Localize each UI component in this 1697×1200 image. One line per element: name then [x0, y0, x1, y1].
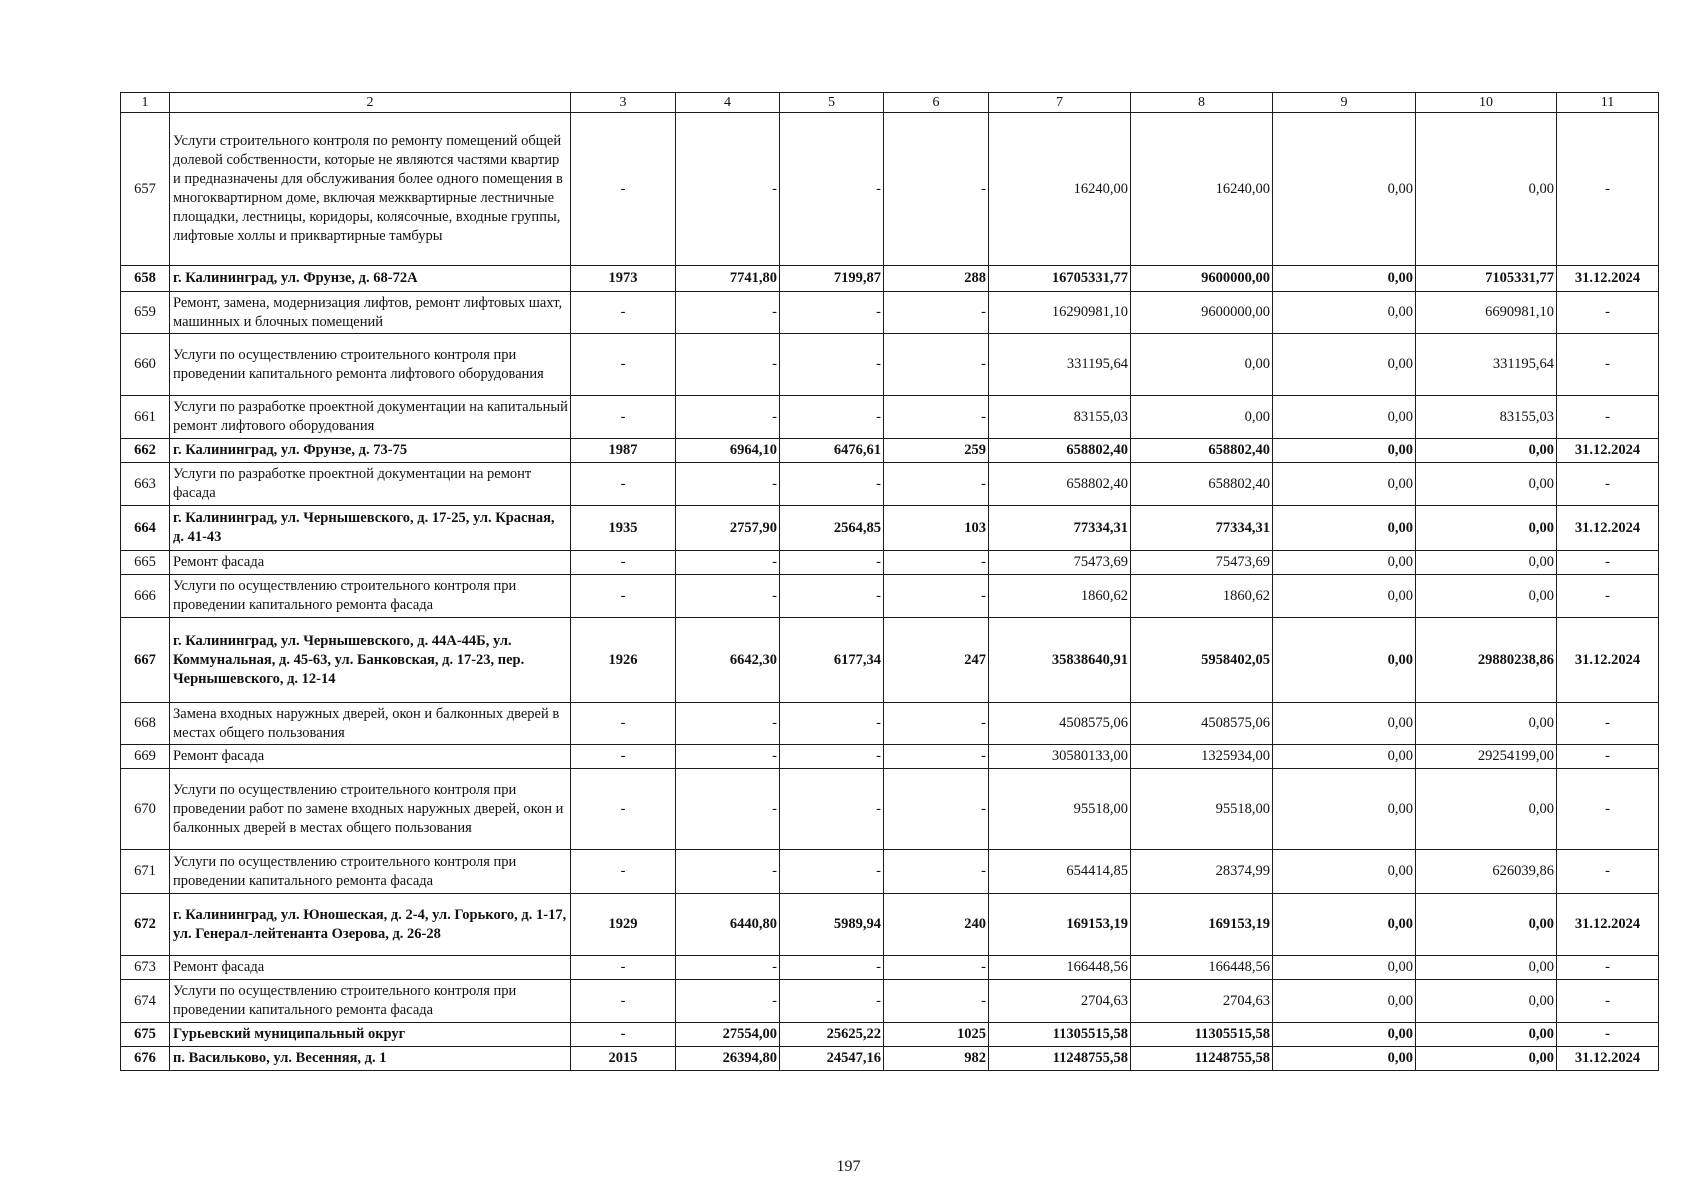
- row-number-cell: 667: [121, 618, 170, 703]
- table-row: [121, 1047, 1659, 1071]
- total-area-cell: 6964,10: [676, 439, 780, 463]
- header-cell: 3: [571, 93, 676, 113]
- deadline-cell: -: [1557, 551, 1659, 575]
- total-cost-cell: 169153,19: [989, 894, 1131, 956]
- year-cell: -: [571, 956, 676, 980]
- total-area-cell: -: [676, 575, 780, 618]
- object-name-cell: Замена входных наружных дверей, окон и балконных дверей в местах общего пользования: [170, 703, 571, 745]
- object-name-cell: Ремонт фасада: [170, 956, 571, 980]
- header-cell: 5: [780, 93, 884, 113]
- row-number-cell: 675: [121, 1023, 170, 1047]
- row-number-cell: 674: [121, 980, 170, 1023]
- total-area-cell: 7741,80: [676, 266, 780, 292]
- row-number-cell: 664: [121, 506, 170, 551]
- budget-cost-cell: 0,00: [1273, 439, 1416, 463]
- owner-cost-cell: 29254199,00: [1416, 745, 1557, 769]
- year-cell: -: [571, 334, 676, 396]
- table-row: [121, 292, 1659, 334]
- living-area-cell: 6476,61: [780, 439, 884, 463]
- total-area-cell: -: [676, 113, 780, 266]
- deadline-cell: 31.12.2024: [1557, 266, 1659, 292]
- living-area-cell: 25625,22: [780, 1023, 884, 1047]
- header-cell: 10: [1416, 93, 1557, 113]
- year-cell: -: [571, 980, 676, 1023]
- fund-cost-cell: 9600000,00: [1131, 266, 1273, 292]
- year-cell: -: [571, 575, 676, 618]
- deadline-cell: 31.12.2024: [1557, 894, 1659, 956]
- row-number-cell: 661: [121, 396, 170, 439]
- living-area-cell: -: [780, 292, 884, 334]
- row-number-cell: 659: [121, 292, 170, 334]
- total-area-cell: -: [676, 334, 780, 396]
- owner-cost-cell: 626039,86: [1416, 850, 1557, 894]
- budget-cost-cell: 0,00: [1273, 703, 1416, 745]
- deadline-cell: -: [1557, 292, 1659, 334]
- deadline-cell: -: [1557, 396, 1659, 439]
- residents-cell: -: [884, 850, 989, 894]
- total-area-cell: -: [676, 745, 780, 769]
- total-area-cell: -: [676, 980, 780, 1023]
- table-row: [121, 850, 1659, 894]
- table-row: [121, 703, 1659, 745]
- deadline-cell: -: [1557, 1023, 1659, 1047]
- deadline-cell: -: [1557, 463, 1659, 506]
- total-cost-cell: 11305515,58: [989, 1023, 1131, 1047]
- year-cell: 2015: [571, 1047, 676, 1071]
- living-area-cell: 7199,87: [780, 266, 884, 292]
- row-number-cell: 676: [121, 1047, 170, 1071]
- residents-cell: -: [884, 956, 989, 980]
- owner-cost-cell: 0,00: [1416, 551, 1557, 575]
- page-number: 197: [836, 1158, 861, 1175]
- residents-cell: 259: [884, 439, 989, 463]
- header-cell: 2: [170, 93, 571, 113]
- residents-cell: -: [884, 769, 989, 850]
- object-name-cell: г. Калининград, ул. Юношеская, д. 2-4, ул. Горького, д. 1-17, ул. Генерал-лейтенанта Озерова, д. 26-28: [170, 894, 571, 956]
- total-area-cell: -: [676, 292, 780, 334]
- living-area-cell: -: [780, 703, 884, 745]
- total-area-cell: 6440,80: [676, 894, 780, 956]
- deadline-cell: -: [1557, 769, 1659, 850]
- residents-cell: 103: [884, 506, 989, 551]
- living-area-cell: -: [780, 850, 884, 894]
- row-number-cell: 660: [121, 334, 170, 396]
- residents-cell: -: [884, 463, 989, 506]
- year-cell: -: [571, 745, 676, 769]
- deadline-cell: 31.12.2024: [1557, 1047, 1659, 1071]
- total-area-cell: -: [676, 703, 780, 745]
- owner-cost-cell: 6690981,10: [1416, 292, 1557, 334]
- budget-cost-cell: 0,00: [1273, 575, 1416, 618]
- owner-cost-cell: 0,00: [1416, 463, 1557, 506]
- fund-cost-cell: 0,00: [1131, 334, 1273, 396]
- residents-cell: -: [884, 575, 989, 618]
- owner-cost-cell: 83155,03: [1416, 396, 1557, 439]
- living-area-cell: -: [780, 551, 884, 575]
- total-area-cell: -: [676, 956, 780, 980]
- object-name-cell: Услуги по разработке проектной документации на капитальный ремонт лифтового оборудования: [170, 396, 571, 439]
- object-name-cell: Услуги по осуществлению строительного контроля при проведении капитального ремонта лифтового оборудования: [170, 334, 571, 396]
- total-cost-cell: 83155,03: [989, 396, 1131, 439]
- living-area-cell: -: [780, 575, 884, 618]
- budget-cost-cell: 0,00: [1273, 506, 1416, 551]
- living-area-cell: -: [780, 334, 884, 396]
- year-cell: -: [571, 1023, 676, 1047]
- fund-cost-cell: 9600000,00: [1131, 292, 1273, 334]
- table-row: [121, 113, 1659, 266]
- residents-cell: -: [884, 334, 989, 396]
- residents-cell: -: [884, 113, 989, 266]
- residents-cell: -: [884, 745, 989, 769]
- budget-cost-cell: 0,00: [1273, 980, 1416, 1023]
- fund-cost-cell: 95518,00: [1131, 769, 1273, 850]
- object-name-cell: г. Калининград, ул. Чернышевского, д. 17-25, ул. Красная, д. 41-43: [170, 506, 571, 551]
- table-row: [121, 894, 1659, 956]
- year-cell: 1926: [571, 618, 676, 703]
- object-name-cell: г. Калининград, ул. Фрунзе, д. 73-75: [170, 439, 571, 463]
- year-cell: -: [571, 113, 676, 266]
- deadline-cell: -: [1557, 980, 1659, 1023]
- total-area-cell: -: [676, 769, 780, 850]
- object-name-cell: Ремонт фасада: [170, 745, 571, 769]
- total-cost-cell: 11248755,58: [989, 1047, 1131, 1071]
- owner-cost-cell: 0,00: [1416, 769, 1557, 850]
- deadline-cell: -: [1557, 575, 1659, 618]
- fund-cost-cell: 166448,56: [1131, 956, 1273, 980]
- residents-cell: 982: [884, 1047, 989, 1071]
- header-cell: 8: [1131, 93, 1273, 113]
- owner-cost-cell: 0,00: [1416, 956, 1557, 980]
- total-cost-cell: 331195,64: [989, 334, 1131, 396]
- total-area-cell: 2757,90: [676, 506, 780, 551]
- budget-cost-cell: 0,00: [1273, 769, 1416, 850]
- total-cost-cell: 35838640,91: [989, 618, 1131, 703]
- object-name-cell: Услуги строительного контроля по ремонту помещений общей долевой собственности, которые не являются частями квартир и предназначены для обслуживания более одного помещения в многоквартирном доме, включая межквартирные лестничные площадки, лестницы, коридоры, колясочные, входные группы, лифтовые холлы и приквартирные тамбуры: [170, 113, 571, 266]
- table-row: [121, 769, 1659, 850]
- total-cost-cell: 95518,00: [989, 769, 1131, 850]
- residents-cell: 247: [884, 618, 989, 703]
- row-number-cell: 672: [121, 894, 170, 956]
- row-number-cell: 666: [121, 575, 170, 618]
- residents-cell: 1025: [884, 1023, 989, 1047]
- fund-cost-cell: 658802,40: [1131, 439, 1273, 463]
- budget-cost-cell: 0,00: [1273, 396, 1416, 439]
- table-row: [121, 334, 1659, 396]
- owner-cost-cell: 29880238,86: [1416, 618, 1557, 703]
- residents-cell: 240: [884, 894, 989, 956]
- deadline-cell: -: [1557, 334, 1659, 396]
- table-row: [121, 551, 1659, 575]
- total-cost-cell: 166448,56: [989, 956, 1131, 980]
- object-name-cell: Услуги по осуществлению строительного контроля при проведении капитального ремонта фасада: [170, 575, 571, 618]
- year-cell: -: [571, 463, 676, 506]
- header-cell: 6: [884, 93, 989, 113]
- row-number-cell: 658: [121, 266, 170, 292]
- total-cost-cell: 658802,40: [989, 439, 1131, 463]
- deadline-cell: -: [1557, 956, 1659, 980]
- capital-repair-register-table: [120, 92, 1659, 1071]
- object-name-cell: Ремонт, замена, модернизация лифтов, ремонт лифтовых шахт, машинных и блочных помещений: [170, 292, 571, 334]
- total-cost-cell: 16290981,10: [989, 292, 1131, 334]
- deadline-cell: 31.12.2024: [1557, 506, 1659, 551]
- object-name-cell: Услуги по осуществлению строительного контроля при проведении капитального ремонта фасада: [170, 850, 571, 894]
- table-row: [121, 745, 1659, 769]
- row-number-cell: 670: [121, 769, 170, 850]
- table-row: [121, 956, 1659, 980]
- owner-cost-cell: 331195,64: [1416, 334, 1557, 396]
- total-cost-cell: 4508575,06: [989, 703, 1131, 745]
- year-cell: -: [571, 292, 676, 334]
- total-area-cell: -: [676, 551, 780, 575]
- row-number-cell: 657: [121, 113, 170, 266]
- living-area-cell: 5989,94: [780, 894, 884, 956]
- table-body: [121, 93, 1659, 1071]
- header-cell: 4: [676, 93, 780, 113]
- year-cell: 1973: [571, 266, 676, 292]
- residents-cell: -: [884, 980, 989, 1023]
- fund-cost-cell: 2704,63: [1131, 980, 1273, 1023]
- row-number-cell: 668: [121, 703, 170, 745]
- budget-cost-cell: 0,00: [1273, 1023, 1416, 1047]
- budget-cost-cell: 0,00: [1273, 334, 1416, 396]
- total-area-cell: 27554,00: [676, 1023, 780, 1047]
- object-name-cell: Услуги по осуществлению строительного контроля при проведении капитального ремонта фасада: [170, 980, 571, 1023]
- object-name-cell: Гурьевский муниципальный округ: [170, 1023, 571, 1047]
- residents-cell: -: [884, 703, 989, 745]
- year-cell: -: [571, 850, 676, 894]
- row-number-cell: 665: [121, 551, 170, 575]
- deadline-cell: 31.12.2024: [1557, 439, 1659, 463]
- owner-cost-cell: 0,00: [1416, 894, 1557, 956]
- living-area-cell: -: [780, 769, 884, 850]
- owner-cost-cell: 0,00: [1416, 439, 1557, 463]
- owner-cost-cell: 0,00: [1416, 980, 1557, 1023]
- object-name-cell: Услуги по осуществлению строительного контроля при проведении работ по замене входных наружных дверей, окон и балконных дверей в местах общего пользования: [170, 769, 571, 850]
- budget-cost-cell: 0,00: [1273, 551, 1416, 575]
- fund-cost-cell: 0,00: [1131, 396, 1273, 439]
- total-area-cell: -: [676, 463, 780, 506]
- object-name-cell: Ремонт фасада: [170, 551, 571, 575]
- total-cost-cell: 2704,63: [989, 980, 1131, 1023]
- living-area-cell: -: [780, 745, 884, 769]
- table-row: [121, 266, 1659, 292]
- residents-cell: -: [884, 292, 989, 334]
- row-number-cell: 663: [121, 463, 170, 506]
- fund-cost-cell: 4508575,06: [1131, 703, 1273, 745]
- year-cell: -: [571, 703, 676, 745]
- table-row: [121, 439, 1659, 463]
- budget-cost-cell: 0,00: [1273, 292, 1416, 334]
- fund-cost-cell: 77334,31: [1131, 506, 1273, 551]
- total-cost-cell: 658802,40: [989, 463, 1131, 506]
- total-area-cell: 6642,30: [676, 618, 780, 703]
- row-number-cell: 669: [121, 745, 170, 769]
- row-number-cell: 673: [121, 956, 170, 980]
- total-cost-cell: 1860,62: [989, 575, 1131, 618]
- budget-cost-cell: 0,00: [1273, 850, 1416, 894]
- total-area-cell: 26394,80: [676, 1047, 780, 1071]
- living-area-cell: 24547,16: [780, 1047, 884, 1071]
- total-cost-cell: 75473,69: [989, 551, 1131, 575]
- total-cost-cell: 77334,31: [989, 506, 1131, 551]
- total-cost-cell: 30580133,00: [989, 745, 1131, 769]
- year-cell: -: [571, 396, 676, 439]
- table-row: [121, 575, 1659, 618]
- budget-cost-cell: 0,00: [1273, 618, 1416, 703]
- fund-cost-cell: 11305515,58: [1131, 1023, 1273, 1047]
- table-row: [121, 618, 1659, 703]
- fund-cost-cell: 169153,19: [1131, 894, 1273, 956]
- fund-cost-cell: 658802,40: [1131, 463, 1273, 506]
- deadline-cell: 31.12.2024: [1557, 618, 1659, 703]
- budget-cost-cell: 0,00: [1273, 956, 1416, 980]
- living-area-cell: -: [780, 113, 884, 266]
- owner-cost-cell: 0,00: [1416, 1023, 1557, 1047]
- row-number-cell: 662: [121, 439, 170, 463]
- header-cell: 11: [1557, 93, 1659, 113]
- object-name-cell: Услуги по разработке проектной документации на ремонт фасада: [170, 463, 571, 506]
- total-cost-cell: 16705331,77: [989, 266, 1131, 292]
- year-cell: 1929: [571, 894, 676, 956]
- residents-cell: -: [884, 551, 989, 575]
- register-table-container: [120, 92, 1659, 1071]
- owner-cost-cell: 0,00: [1416, 1047, 1557, 1071]
- total-area-cell: -: [676, 396, 780, 439]
- fund-cost-cell: 16240,00: [1131, 113, 1273, 266]
- owner-cost-cell: 0,00: [1416, 575, 1557, 618]
- budget-cost-cell: 0,00: [1273, 745, 1416, 769]
- living-area-cell: -: [780, 396, 884, 439]
- year-cell: 1935: [571, 506, 676, 551]
- object-name-cell: п. Васильково, ул. Весенняя, д. 1: [170, 1047, 571, 1071]
- living-area-cell: 2564,85: [780, 506, 884, 551]
- fund-cost-cell: 11248755,58: [1131, 1047, 1273, 1071]
- living-area-cell: -: [780, 980, 884, 1023]
- table-row: [121, 506, 1659, 551]
- living-area-cell: -: [780, 956, 884, 980]
- table-row: [121, 980, 1659, 1023]
- residents-cell: 288: [884, 266, 989, 292]
- total-area-cell: -: [676, 850, 780, 894]
- year-cell: -: [571, 551, 676, 575]
- deadline-cell: -: [1557, 703, 1659, 745]
- fund-cost-cell: 5958402,05: [1131, 618, 1273, 703]
- budget-cost-cell: 0,00: [1273, 463, 1416, 506]
- residents-cell: -: [884, 396, 989, 439]
- owner-cost-cell: 7105331,77: [1416, 266, 1557, 292]
- deadline-cell: -: [1557, 745, 1659, 769]
- living-area-cell: 6177,34: [780, 618, 884, 703]
- fund-cost-cell: 28374,99: [1131, 850, 1273, 894]
- table-row: [121, 1023, 1659, 1047]
- object-name-cell: г. Калининград, ул. Чернышевского, д. 44А-44Б, ул. Коммунальная, д. 45-63, ул. Банковская, д. 17-23, пер. Чернышевского, д. 12-14: [170, 618, 571, 703]
- table-row: [121, 396, 1659, 439]
- owner-cost-cell: 0,00: [1416, 506, 1557, 551]
- year-cell: -: [571, 769, 676, 850]
- total-cost-cell: 654414,85: [989, 850, 1131, 894]
- deadline-cell: -: [1557, 850, 1659, 894]
- budget-cost-cell: 0,00: [1273, 113, 1416, 266]
- total-cost-cell: 16240,00: [989, 113, 1131, 266]
- fund-cost-cell: 1860,62: [1131, 575, 1273, 618]
- table-row: [121, 463, 1659, 506]
- fund-cost-cell: 1325934,00: [1131, 745, 1273, 769]
- deadline-cell: -: [1557, 113, 1659, 266]
- year-cell: 1987: [571, 439, 676, 463]
- living-area-cell: -: [780, 463, 884, 506]
- column-number-header-row: [121, 93, 1659, 113]
- budget-cost-cell: 0,00: [1273, 1047, 1416, 1071]
- budget-cost-cell: 0,00: [1273, 894, 1416, 956]
- header-cell: 9: [1273, 93, 1416, 113]
- header-cell: 1: [121, 93, 170, 113]
- budget-cost-cell: 0,00: [1273, 266, 1416, 292]
- object-name-cell: г. Калининград, ул. Фрунзе, д. 68-72А: [170, 266, 571, 292]
- owner-cost-cell: 0,00: [1416, 703, 1557, 745]
- fund-cost-cell: 75473,69: [1131, 551, 1273, 575]
- row-number-cell: 671: [121, 850, 170, 894]
- owner-cost-cell: 0,00: [1416, 113, 1557, 266]
- header-cell: 7: [989, 93, 1131, 113]
